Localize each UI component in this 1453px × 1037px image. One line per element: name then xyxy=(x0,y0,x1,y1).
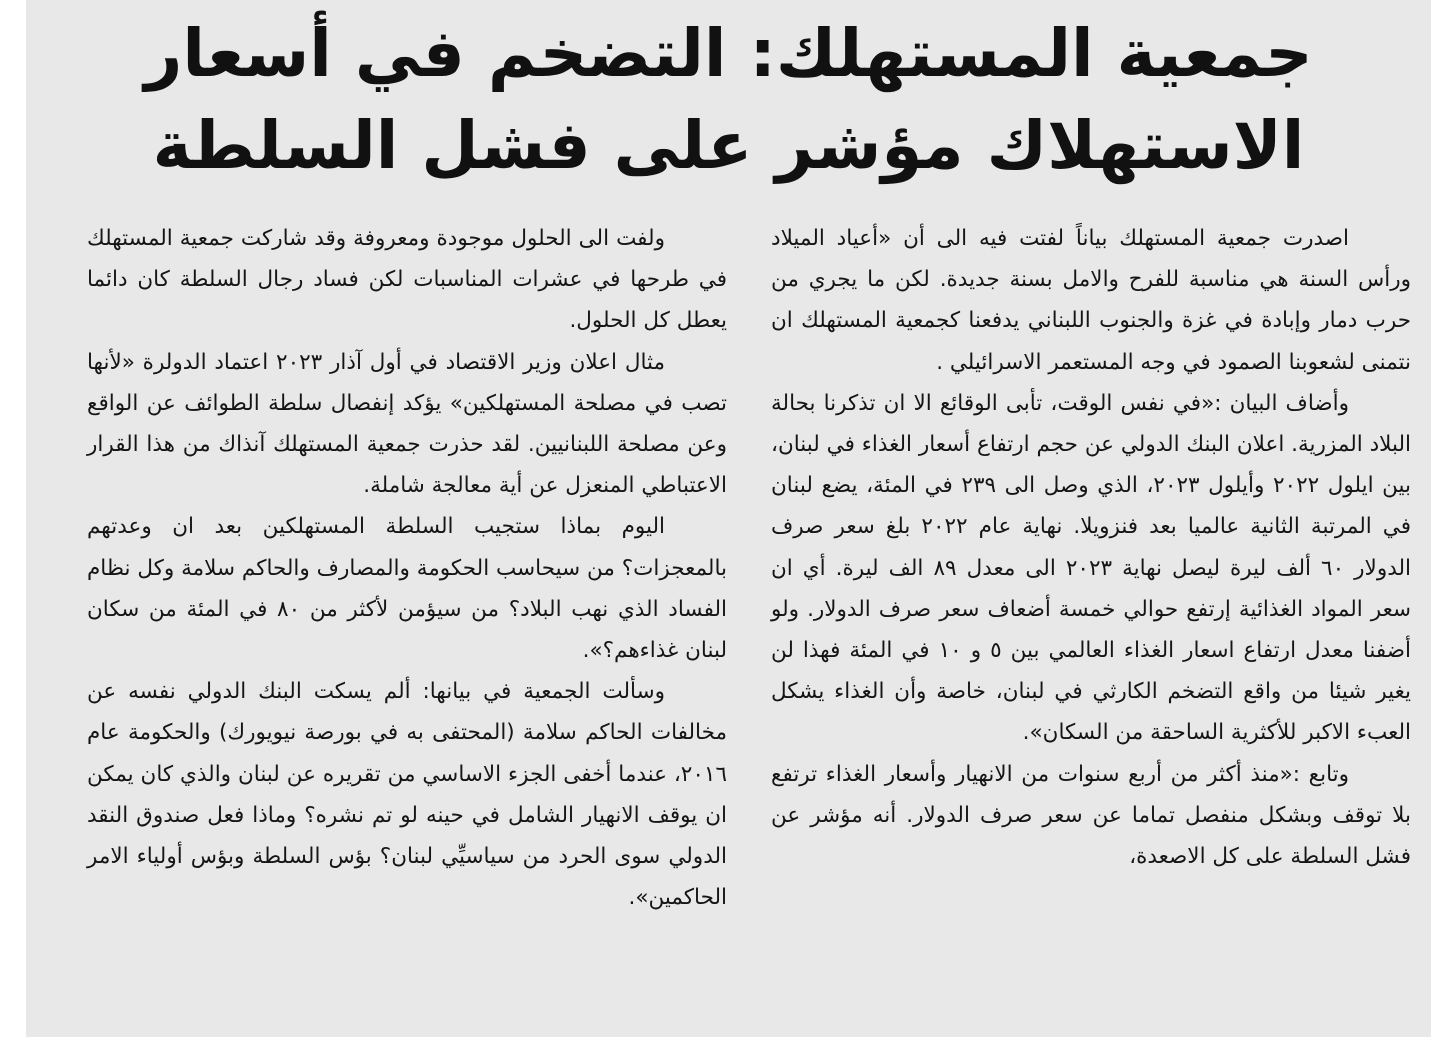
paragraph: وتابع :«منذ أكثر من أربع سنوات من الانهيار وأسعار الغذاء ترتفع بلا توقف وبشكل منفصل تماما عن سعر صرف الدولار. أنه مؤشر عن فشل السلطة على كل الاصعدة، xyxy=(771,761,1411,870)
paragraph: وأضاف البيان :«في نفس الوقت، تأبى الوقائع الا ان تذكرنا بحالة البلاد المزرية. اعلان البنك الدولي عن حجم ارتفاع أسعار الغذاء في لبنان، بين ايلول ٢٠٢٢ وأيلول ٢٠٢٣، الذي وصل الى ٢٣٩ في المئة، يضع لبنان في المرتبة الثانية عالميا بعد فنزويلا. نهاية عام ٢٠٢٢ بلغ سعر صرف الدولار ٦٠ ألف ليرة ليصل نهاية ٢٠٢٣ الى معدل ٨٩ الف ليرة. أي ان سعر المواد الغذائية إرتفع حوالي خمسة أضعاف سعر صرف الدولار. ولو أضفنا معدل ارتفاع اسعار الغذاء العالمي بين ٥ و ١٠ في المئة فهذا لن يغير شيئا من واقع التضخم الكارثي في لبنان، خاصة وأن الغذاء يشكل العبء الاكبر للأكثرية الساحقة من السكان». xyxy=(771,390,1412,746)
paragraph: ولفت الى الحلول موجودة ومعروفة وقد شاركت جمعية المستهلك في طرحها في عشرات المناسبات لكن فساد رجال السلطة كان دائما يعطل كل الحلول. xyxy=(87,226,727,334)
article-column-right xyxy=(771,218,1411,877)
headline-line-1: جمعية المستهلك: التضخم في أسعار xyxy=(144,15,1313,92)
paragraph: وسألت الجمعية في بيانها: ألم يسكت البنك الدولي نفسه عن مخالفات الحاكم سلامة (المحتفى به في بورصة نيويورك) والحكومة عام ٢٠١٦، عندما أخفى الجزء الاساسي من تقريره عن لبنان والذي كان يمكن ان يوقف الانهيار الشامل في حينه لو تم نشره؟ وماذا فعل صندوق النقد الدولي سوى الحرد من سياسيِّي لبنان؟ بؤس السلطة وبؤس أولياء الامر الحاكمين». xyxy=(87,679,727,911)
paragraph: اليوم بماذا ستجيب السلطة المستهلكين بعد ان وعدتهم بالمعجزات؟ من سيحاسب الحكومة والمصارف والحاكم سلامة وكل نظام الفساد الذي نهب البلاد؟ من سيؤمن لأكثر من ٨٠ في المئة من سكان لبنان غذاءهم؟». xyxy=(87,514,727,664)
paragraph: اصدرت جمعية المستهلك بياناً لفتت فيه الى أن «أعياد الميلاد ورأس السنة هي مناسبة للفرح والامل بسنة جديدة. لكن ما يجري من حرب دمار وإبادة في غزة والجنوب اللبناني يدفعنا كجمعية المستهلك ان نتمنى لشعوبنا الصمود في وجه المستعمر الاسرائيلي . xyxy=(771,226,1411,375)
article-column-left xyxy=(87,218,727,918)
headline-line-2: الاستهلاك مؤشر على فشل السلطة xyxy=(152,107,1305,184)
newspaper-clipping xyxy=(26,0,1431,1037)
paragraph: مثال اعلان وزير الاقتصاد في أول آذار ٢٠٢٣ اعتماد الدولرة «لأنها تصب في مصلحة المستهلكين» يؤكد إنفصال سلطة الطوائف عن الواقع وعن مصلحة اللبنانيين. لقد حذرت جمعية المستهلك آنذاك من هذا القرار الاعتباطي المنعزل عن أية معالجة شاملة. xyxy=(87,349,727,499)
article-headline xyxy=(26,8,1431,192)
